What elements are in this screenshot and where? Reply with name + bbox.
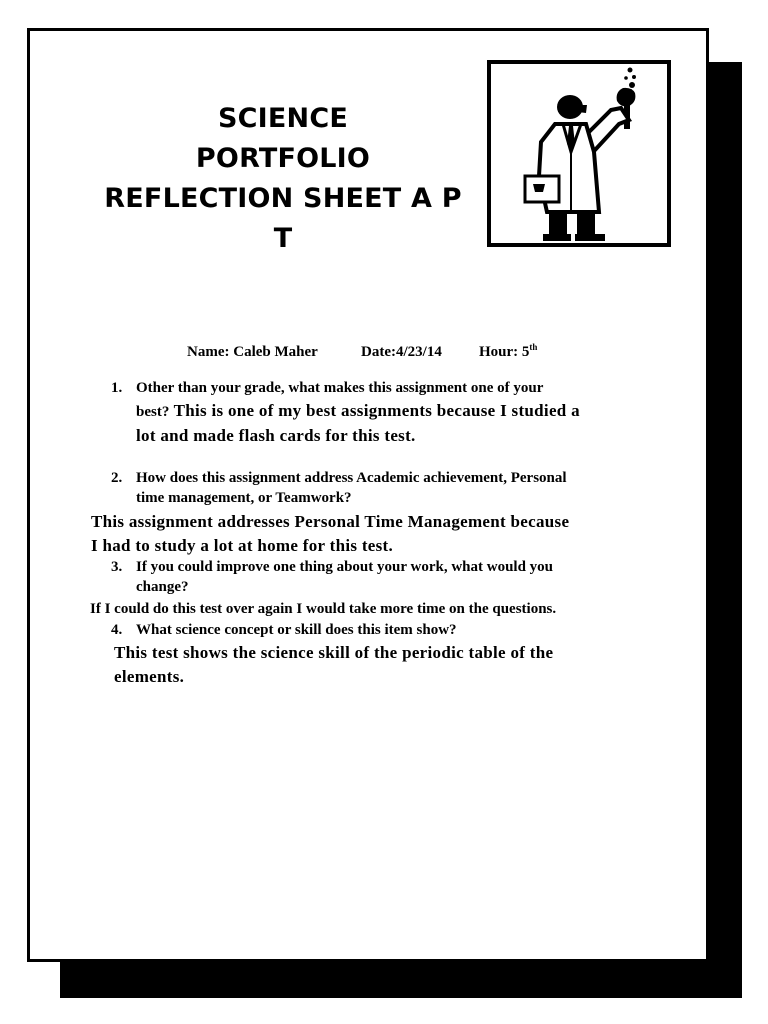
student-name: Name: Caleb Maher xyxy=(187,344,318,360)
question-text: best? xyxy=(136,404,170,420)
page-title xyxy=(90,99,476,259)
answer-text: lot and made flash cards for this test. xyxy=(136,426,416,445)
title-line-1: SCIENCE xyxy=(217,103,348,134)
answer-3 xyxy=(90,599,700,619)
question-text: What science concept or skill does this item show? xyxy=(136,622,457,638)
question-4 xyxy=(111,620,696,640)
answer-text: This is one of my best assignments because I studied a xyxy=(169,401,580,420)
title-line-3: REFLECTION SHEET A P xyxy=(104,183,462,214)
question-1 xyxy=(111,378,696,446)
date-field: Date:4/23/14 xyxy=(361,344,442,360)
question-text: time management, or Teamwork? xyxy=(136,490,352,506)
hour-superscript: th xyxy=(529,342,538,352)
answer-4 xyxy=(114,641,674,689)
answer-text: This test shows the science skill of the periodic table of the xyxy=(114,643,554,662)
question-text: If you could improve one thing about your work, what would you xyxy=(136,559,554,575)
answer-text: This assignment addresses Personal Time Management because xyxy=(91,512,570,531)
title-line-2: PORTFOLIO xyxy=(195,143,371,174)
answer-2 xyxy=(91,510,691,558)
question-number: 4. xyxy=(111,622,123,638)
scientist-with-flask-icon xyxy=(487,60,671,247)
question-text: Other than your grade, what makes this assignment one of your xyxy=(136,380,544,396)
question-number: 1. xyxy=(111,380,123,396)
reflection-sheet-page xyxy=(27,28,709,962)
hour-field: Hour: 5th xyxy=(479,342,538,360)
question-text: change? xyxy=(136,579,189,595)
answer-text: If I could do this test over again I would take more time on the questions. xyxy=(90,601,557,617)
question-2 xyxy=(111,468,696,508)
title-line-4: T xyxy=(273,223,293,254)
question-number: 2. xyxy=(111,470,123,486)
question-text: How does this assignment address Academic achievement, Personal xyxy=(136,470,567,486)
answer-text: elements. xyxy=(114,667,185,686)
answer-text: I had to study a lot at home for this test. xyxy=(91,536,394,555)
question-3 xyxy=(111,557,696,597)
question-number: 3. xyxy=(111,559,123,575)
